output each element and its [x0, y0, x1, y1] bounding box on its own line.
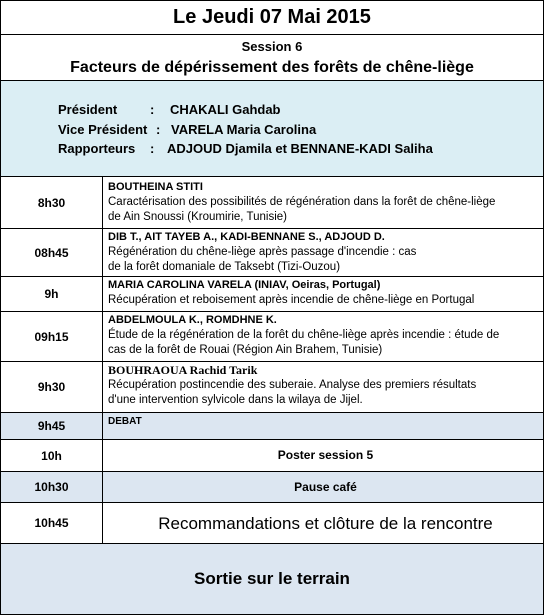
talk-title-line: Caractérisation des possibilités de régénération dans la forêt de chêne-liège	[108, 196, 496, 208]
talk-time: 8h30	[1, 177, 103, 228]
session-theme: Facteurs de dépérissement des forêts de chêne-liège	[70, 59, 474, 76]
talk-title-line: cas de la forêt de Rouai (Région Ain Brahem, Tunisie)	[108, 344, 383, 356]
talk-title-line: Récupération et reboisement après incendie de chêne-liège en Portugal	[108, 294, 475, 306]
talk-authors: DIB T., AIT TAYEB A., KADI-BENNANE S., ADJOUD D.	[108, 231, 385, 243]
debat-row	[1, 413, 543, 440]
pause-time: 10h30	[1, 472, 103, 502]
officer-role: Vice Président	[58, 122, 148, 137]
closing-row	[1, 503, 543, 544]
officer-vice-president	[58, 122, 317, 137]
poster-label: Poster session 5	[277, 448, 374, 462]
officer-name: CHAKALI Gahdab	[170, 102, 281, 117]
closing-label: Recommandations et clôture de la rencontre	[158, 513, 493, 533]
session-number: Session 6	[241, 39, 303, 54]
poster-row	[1, 440, 543, 472]
officer-separator: :	[150, 141, 155, 156]
day-title: Le Jeudi 07 Mai 2015	[1, 1, 543, 35]
talk-title-line: Régénération du chêne-liège après passage d'incendie : cas	[108, 246, 417, 258]
debat-time: 9h45	[1, 413, 103, 439]
talk-title-line: de la forêt domaniale de Taksebt (Tizi-Ouzou)	[108, 261, 341, 273]
talk-authors: BOUHRAOUA Rachid Tarik	[108, 363, 258, 377]
talk-title-line: Récupération postincendie des suberaie. Analyse des premiers résultats	[108, 379, 477, 391]
outing-row	[1, 544, 543, 614]
officer-president	[58, 102, 281, 117]
debat-label: DEBAT	[108, 416, 142, 427]
session-officers	[1, 81, 543, 177]
talk-time: 08h45	[1, 229, 103, 276]
pause-label: Pause café	[294, 479, 357, 494]
officer-name: VARELA Maria Carolina	[171, 122, 317, 137]
talk-row	[1, 177, 543, 229]
talk-title-line: de Ain Snoussi (Kroumirie, Tunisie)	[108, 211, 287, 223]
talk-row	[1, 229, 543, 277]
officer-separator: :	[150, 102, 155, 117]
poster-time: 10h	[1, 440, 103, 471]
talk-time: 09h15	[1, 312, 103, 361]
talk-authors: ABDELMOULA K., ROMDHNE K.	[108, 314, 277, 326]
talk-authors: MARIA CAROLINA VARELA (INIAV, Oeiras, Portugal)	[108, 279, 381, 291]
officer-separator: :	[156, 122, 161, 137]
talk-row	[1, 312, 543, 362]
pause-row	[1, 472, 543, 503]
outing-label: Sortie sur le terrain	[194, 569, 350, 588]
closing-time: 10h45	[1, 503, 103, 543]
officer-rapporteurs	[58, 141, 433, 156]
talk-title-line: Étude de la régénération de la forêt du chêne-liège après incendie : étude de	[108, 329, 500, 341]
talk-title-line: d'une intervention sylvicole dans la wilaya de Jijel.	[108, 394, 363, 406]
talk-time: 9h	[1, 277, 103, 311]
session-header	[1, 35, 543, 81]
talk-row	[1, 277, 543, 312]
talk-time: 9h30	[1, 362, 103, 412]
talk-row	[1, 362, 543, 413]
officer-role: Président	[58, 102, 118, 117]
officer-role: Rapporteurs	[58, 141, 136, 156]
talk-authors: BOUTHEINA STITI	[108, 181, 203, 193]
officer-name: ADJOUD Djamila et BENNANE-KADI Saliha	[167, 141, 433, 156]
